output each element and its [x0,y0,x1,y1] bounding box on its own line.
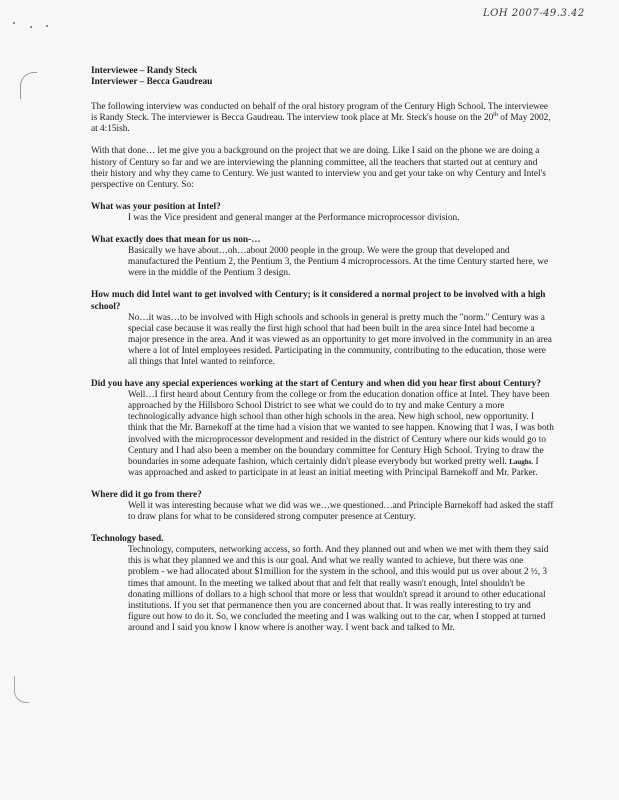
background-paragraph: With that done… let me give you a background on the project that we are doing. Like I said on the phone we are doing a history of Century so far and we are interviewing the planning committee, all the teachers that started out at century and their history and why they came to Century. We just wanted to interview you and get your take on why Century and Intel's perspective on Century. So: [91,146,546,190]
answer: I was the Vice president and general manger at the Performance microprocessor division. [128,212,460,223]
answer: No…it was…to be involved with High schools and schools in general is pretty much the "norm." Century was a special case because it was really the first high school that had been built in the area since Intel had become a major presence in the area. And it was viewed as an opportunity to get more involved in the community in an area where a lot of Intel employees resided. Participating in the community, contributing to the education, those were all things that Intel wanted to reinforce. [128,312,552,367]
question: What exactly does that mean for us non-… [91,235,261,246]
interviewer-line: Interviewer – Becca Gaudreau [91,77,213,88]
scan-speck [30,26,32,28]
intro-paragraph [91,102,555,135]
hole-punch-mark [20,72,37,99]
question: Did you have any special experiences working at the start of Century and when did you hear first about Century? [91,379,541,390]
answer: Well it was interesting because what we did was we…we questioned…and Principle Barnekoff had asked the staff to draw plans for what to be considered strong computer presence at Century. [128,501,554,523]
intro-text: The following interview was conducted on behalf of the oral history program of the Century High School. The interviewee is Randy Steck. The interviewer is Becca Gaudreau. The interview took place at Mr. Steck's house on the 20 [91,102,549,124]
qa-item [91,379,555,479]
answer: Technology, computers, networking access, so forth. And they planned out and when we met with them they said this is what they planned we and this is our goal. And what we really wanted to achieve, but there was one problem - we had allocated about $1million for the system in the school, and this would put us over about 2 ½, 3 times that amount. In the meeting we talked about that and felt that really wasn't enough, Intel shouldn't be donating millions of dollars to a high school that more or less that wouldn't spread it around to other educational institutions. If you set that permanence then you are concerned about that. It was really interesting to try and figure out how to do it. So, we concluded the meeting and I was walking out to the car, when I stopped at turned around and I said you know I know where is another way. I went back and talked to Mr. [128,545,549,633]
answer: Basically we have about…oh…about 2000 people in the group. We were the group that developed and manufactured the Pentium 2, the Pentium 3, the Pentium 4 microprocessors. At the time Century started here, we were in the middle of the Pentium 3 design. [128,246,549,279]
hole-punch-mark [14,676,29,703]
stage-direction: Laughs. [509,457,534,466]
handwritten-reference: LOH 2007-49.3.42 [483,8,585,19]
answer [128,390,555,479]
answer-text-end: I was approached and asked to participate in at least an initial meeting with Principal Barnekoff and Mr. Parker. [128,456,539,478]
scan-speck [46,25,48,27]
intro-sup: th [493,112,498,119]
question: Technology based. [91,534,164,545]
qa-item [91,290,555,368]
qa-item [91,202,555,224]
answer-text: Well…I first heard about Century from the college or from the education donation office at Intel. They have been approached by the Hillsboro School District to see what we could do to try and make Century a more technologically advance high school than other high schools in the area. New high school, new opportunity. I think that the Mr. Barnekoff at the time had a vision that we wanted to see happen. Knowing that I was, I was both involved with the microprocessor development and resided in the district of Century where our kids would go to Century and I had also been a member on the boundary committee for Century High School. Trying to draw the boundaries in some adequate fashion, which certainly didn't please everybody but worked pretty well. [128,390,554,467]
scan-speck [13,22,15,24]
interviewee-line: Interviewee – Randy Steck [91,66,198,76]
qa-item [91,235,555,279]
question: How much did Intel want to get involved with Century; is it considered a normal project to be involved with a high school? [91,290,546,312]
question: What was your position at Intel? [91,201,221,212]
question: Where did it go from there? [91,489,202,500]
qa-item [91,490,555,523]
intro-text-end: of May 2002, at 4:15ish. [91,113,551,135]
qa-item [91,534,555,634]
transcript-body [91,66,555,634]
